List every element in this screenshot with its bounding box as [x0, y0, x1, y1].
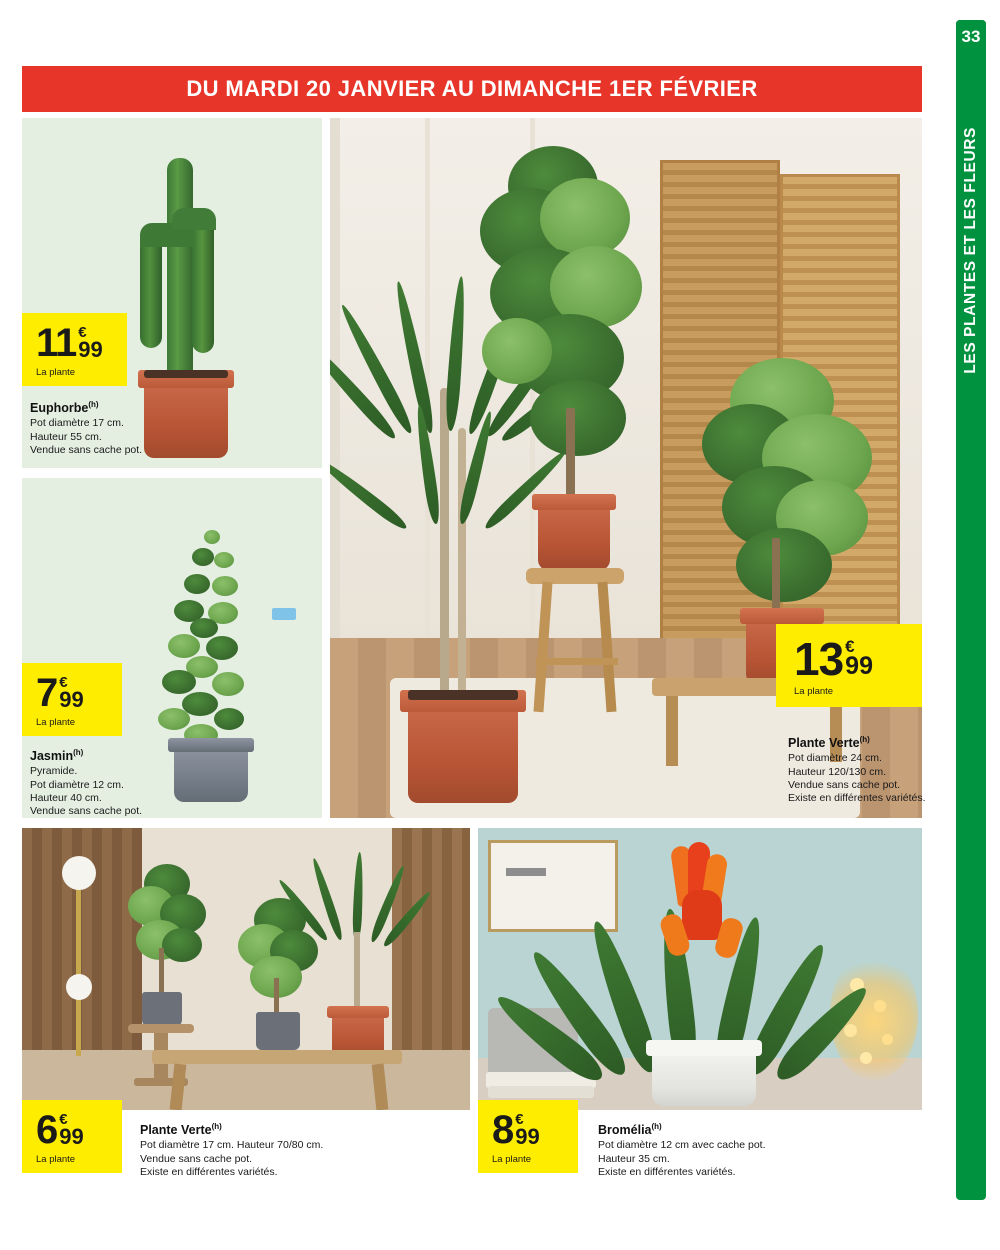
- price-unit: La plante: [36, 1154, 76, 1165]
- product-detail-line: Hauteur 120/130 cm.: [788, 765, 887, 778]
- price-integer: 11: [36, 321, 77, 365]
- product-name-sup: (h): [211, 1122, 222, 1131]
- product-description-jasmin: [30, 748, 210, 819]
- price-cents: 99: [59, 1124, 84, 1149]
- product-name-sup: (h): [859, 735, 870, 744]
- price-integer: 6: [36, 1108, 58, 1152]
- price-unit: La plante: [36, 367, 76, 378]
- price-tag-plante-verte-grande: [776, 624, 922, 707]
- product-name-sup: (h): [73, 748, 84, 757]
- product-description-bromelia: [598, 1122, 858, 1179]
- side-rail-category-text: LES PLANTES ET LES FLEURS: [962, 126, 979, 374]
- page-number: 33: [956, 20, 986, 54]
- product-detail-line: Pot diamètre 17 cm.: [30, 417, 124, 430]
- product-detail-line: Vendue sans cache pot.: [30, 805, 143, 818]
- product-description-plante-verte-petite: [140, 1122, 390, 1179]
- price-tag-plante-verte-petite: [22, 1100, 122, 1173]
- product-name-text: Plante Verte: [140, 1123, 212, 1138]
- product-name-text: Euphorbe: [30, 401, 89, 416]
- product-name: [140, 1122, 390, 1137]
- product-name-text: Bromélia: [598, 1123, 652, 1138]
- product-name: [598, 1122, 858, 1137]
- product-name-text: Jasmin: [30, 749, 74, 764]
- product-detail-line: Pot diamètre 12 cm.: [30, 778, 124, 791]
- side-rail-category-label: [956, 60, 986, 440]
- currency-symbol: €: [59, 674, 68, 691]
- product-detail-line: Pot diamètre 24 cm.: [788, 752, 882, 765]
- price-cents: 99: [78, 337, 103, 362]
- product-detail-line: Vendue sans cache pot.: [788, 779, 901, 792]
- price-integer: 13: [794, 633, 844, 685]
- photo-bromelia-cache-pot-blanc: [478, 828, 922, 1110]
- price-unit: La plante: [794, 686, 834, 697]
- product-detail-line: Pot diamètre 12 cm avec cache pot.: [598, 1139, 766, 1152]
- product-name-text: Plante Verte: [788, 736, 860, 751]
- product-name: [30, 748, 210, 763]
- product-detail-line: Pot diamètre 17 cm. Hauteur 70/80 cm.: [140, 1139, 324, 1152]
- side-rail: [940, 0, 1000, 1250]
- product-detail-line: Vendue sans cache pot.: [30, 444, 143, 457]
- price-unit: La plante: [492, 1154, 532, 1165]
- product-detail-line: Pyramide.: [30, 765, 78, 778]
- product-description-euphorbe: [30, 400, 210, 457]
- product-name-sup: (h): [88, 400, 99, 409]
- product-detail-line: Existe en différentes variétés.: [598, 1166, 736, 1179]
- photo-salon-plantes-vertes-paravent: [330, 118, 922, 818]
- price-integer: 7: [36, 671, 58, 715]
- promo-period-banner: DU MARDI 20 JANVIER AU DIMANCHE 1ER FÉVRIER: [22, 66, 922, 112]
- price-integer: 8: [492, 1108, 514, 1152]
- product-detail-line: Vendue sans cache pot.: [140, 1152, 253, 1165]
- currency-symbol: €: [59, 1111, 68, 1128]
- price-unit: La plante: [36, 717, 76, 728]
- currency-symbol: €: [515, 1111, 524, 1128]
- product-name: [30, 400, 210, 415]
- product-name-sup: (h): [651, 1122, 662, 1131]
- product-description-plante-verte-grande: [788, 735, 928, 806]
- product-detail-line: Existe en différentes variétés.: [140, 1166, 278, 1179]
- price-tag-euphorbe: [22, 313, 127, 386]
- price-tag-jasmin: [22, 663, 122, 736]
- price-cents: 99: [845, 652, 873, 680]
- product-detail-line: Existe en différentes variétés.: [788, 792, 926, 805]
- photo-salon-banc-bois-plantes: [22, 828, 470, 1110]
- product-detail-line: Hauteur 55 cm.: [30, 430, 102, 443]
- currency-symbol: €: [78, 324, 87, 341]
- product-detail-line: Hauteur 40 cm.: [30, 792, 102, 805]
- price-cents: 99: [515, 1124, 540, 1149]
- price-cents: 99: [59, 687, 84, 712]
- currency-symbol: €: [845, 637, 855, 656]
- price-tag-bromelia: [478, 1100, 578, 1173]
- product-detail-line: Hauteur 35 cm.: [598, 1152, 670, 1165]
- product-name: [788, 735, 928, 750]
